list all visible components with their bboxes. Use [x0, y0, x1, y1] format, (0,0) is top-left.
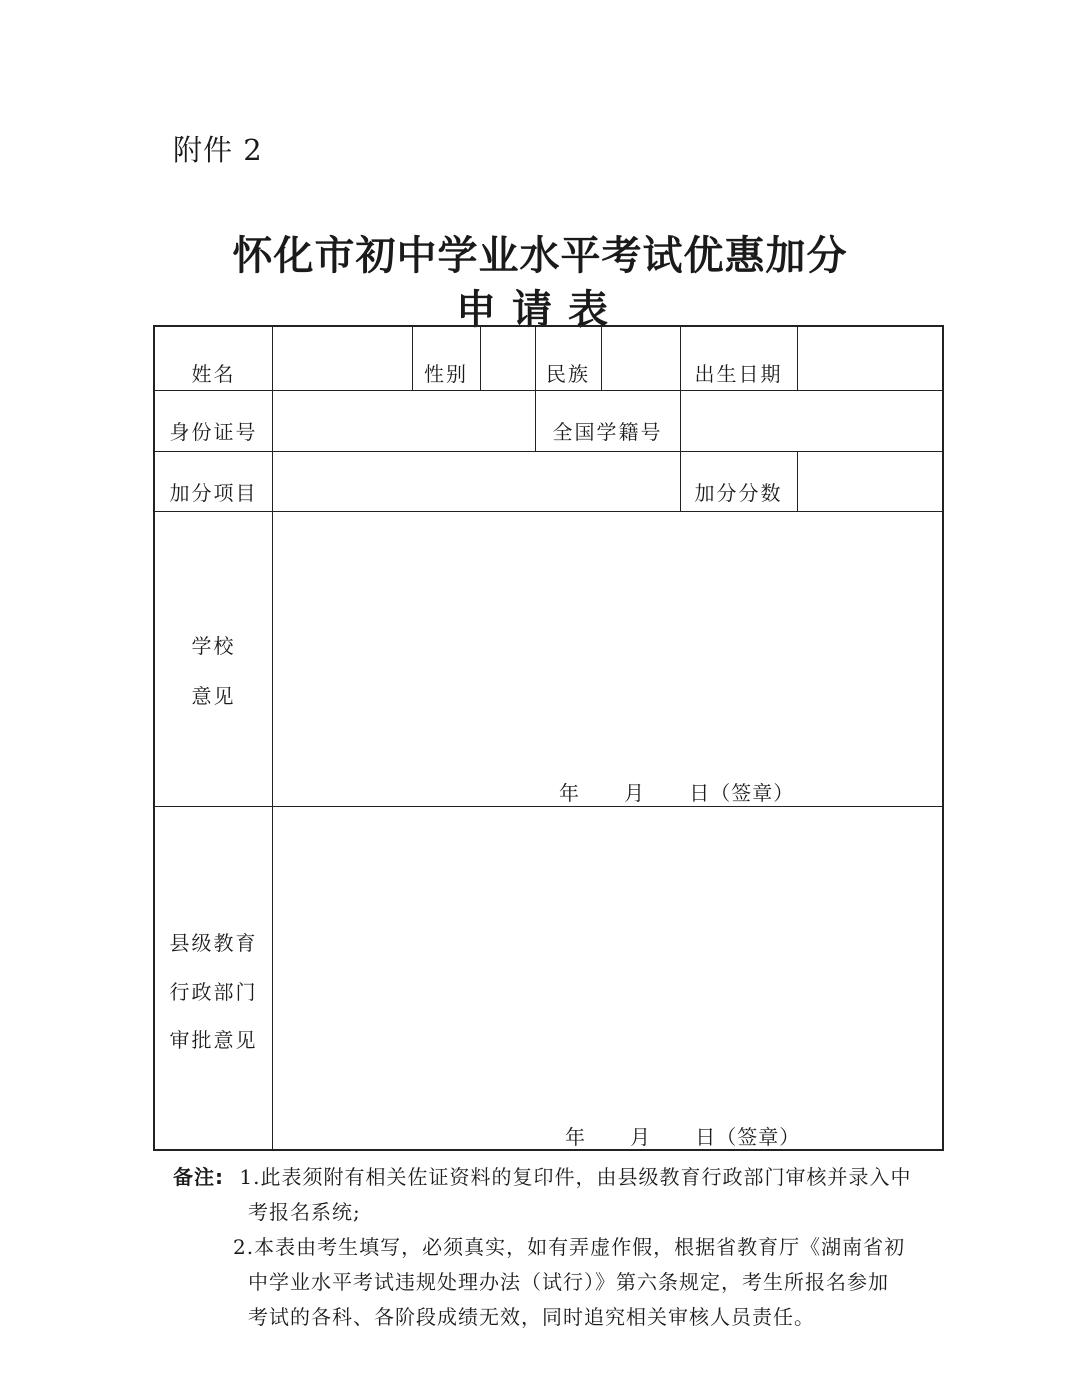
- gender-label: 性别: [424, 362, 468, 386]
- national-student-id-label: 全国学籍号: [552, 420, 663, 444]
- note-1-line-1: 1.此表须附有相关佐证资料的复印件，由县级教育行政部门审核并录入中: [239, 1165, 912, 1189]
- name-label: 姓名: [191, 362, 236, 386]
- application-form-table: [153, 325, 944, 1151]
- notes-section: [173, 1160, 933, 1335]
- note-2-line-2: 中学业水平考试违规处理办法（试行）》第六条规定，考生所报名参加: [248, 1270, 889, 1294]
- school-opinion-label-line1: 学校: [191, 634, 236, 658]
- row-divider: [155, 451, 944, 452]
- ethnicity-label: 民族: [546, 362, 590, 386]
- column-divider: [272, 327, 273, 1151]
- birth-date-label: 出生日期: [694, 362, 783, 386]
- county-approval-label-line3: 审批意见: [169, 1028, 258, 1052]
- column-divider: [797, 451, 798, 511]
- row-divider: [155, 806, 944, 807]
- county-approval-label-line1: 县级教育: [169, 931, 258, 955]
- id-number-label: 身份证号: [169, 420, 258, 444]
- bonus-score-label: 加分分数: [694, 481, 783, 505]
- notes-label: 备注:: [173, 1165, 224, 1189]
- school-opinion-label-line2: 意见: [191, 684, 236, 708]
- school-signature-date: 年 月 日（签章）: [559, 781, 795, 805]
- row-divider: [155, 390, 944, 391]
- note-2-line-3: 考试的各科、各阶段成绩无效，同时追究相关审核人员责任。: [248, 1305, 815, 1329]
- note-2-line-1: 2.本表由考生填写，必须真实，如有弄虚作假，根据省教育厅《湖南省初: [233, 1235, 906, 1259]
- form-title: 怀化市初中学业水平考试优惠加分: [232, 233, 848, 279]
- note-1-line-2: 考报名系统;: [248, 1200, 361, 1224]
- attachment-label: 附件 2: [173, 133, 263, 167]
- county-signature-date: 年 月 日（签章）: [565, 1125, 801, 1149]
- bonus-item-label: 加分项目: [169, 481, 258, 505]
- column-divider: [601, 327, 602, 390]
- column-divider: [480, 327, 481, 390]
- row-divider: [155, 511, 944, 512]
- county-approval-label-line2: 行政部门: [169, 980, 258, 1004]
- column-divider: [797, 327, 798, 390]
- form-subtitle: 申请表: [456, 287, 624, 333]
